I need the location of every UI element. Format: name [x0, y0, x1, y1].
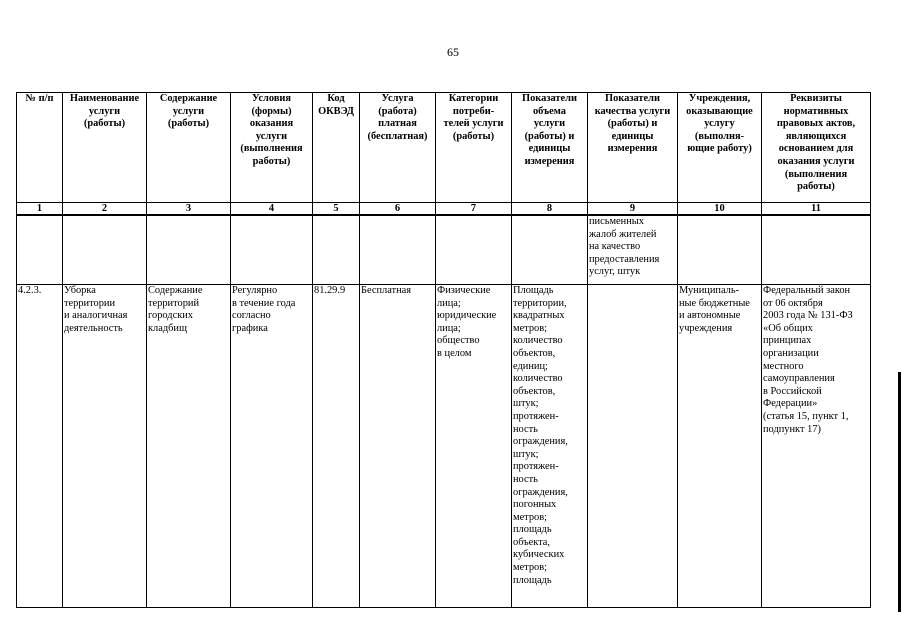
column-number: 11	[762, 203, 871, 216]
okved-code: 81.29.9	[313, 285, 360, 608]
column-number: 1	[17, 203, 63, 216]
header-volume-indicators: Показатели объема услуги (работы) и единицы измерения	[512, 93, 588, 203]
table-cell	[512, 215, 588, 285]
column-number: 3	[147, 203, 231, 216]
volume-indicators: Площадь территории, квадратных метров; количество объектов, единиц; количество объектов, штук; протяжен- ность ограждения, штук; протяжен- ность ограждения, погонных метров; площадь объекта, кубических метров; площадь	[512, 285, 588, 608]
service-name: Уборка территории и аналогичная деятельность	[63, 285, 147, 608]
table-row-continuation	[17, 215, 871, 285]
header-quality-indicators: Показатели качества услуги (работы) и единицы измерения	[588, 93, 678, 203]
header-okved-code: Код ОКВЭД	[313, 93, 360, 203]
column-number: 6	[360, 203, 436, 216]
table-cell	[63, 215, 147, 285]
column-number: 2	[63, 203, 147, 216]
table-cell	[313, 215, 360, 285]
column-number: 7	[436, 203, 512, 216]
column-number: 9	[588, 203, 678, 216]
table-row-4-2-3	[17, 285, 871, 608]
header-legal-acts: Реквизиты нормативных правовых актов, являющихся основанием для оказания услуги (выполнения работы)	[762, 93, 871, 203]
quality-indicators	[588, 285, 678, 608]
table-cell	[231, 215, 313, 285]
header-number: № п/п	[17, 93, 63, 203]
consumer-categories: Физические лица; юридические лица; общество в целом	[436, 285, 512, 608]
table-cell	[17, 215, 63, 285]
column-number: 10	[678, 203, 762, 216]
column-number: 5	[313, 203, 360, 216]
table-cell	[678, 215, 762, 285]
service-content: Содержание территорий городских кладбищ	[147, 285, 231, 608]
page-number: 65	[447, 45, 459, 59]
column-number: 4	[231, 203, 313, 216]
service-conditions: Регулярно в течение года согласно графика	[231, 285, 313, 608]
header-institutions: Учреждения, оказывающие услугу (выполня- ющие работу)	[678, 93, 762, 203]
services-table	[16, 92, 871, 608]
quality-indicator-cell: письменных жалоб жителей на качество предоставления услуг, штук	[588, 215, 678, 285]
institutions: Муниципаль- ные бюджетные и автономные учреждения	[678, 285, 762, 608]
table-cell	[360, 215, 436, 285]
paid-free: Бесплатная	[360, 285, 436, 608]
legal-acts: Федеральный закон от 06 октября 2003 года № 131-ФЗ «Об общих принципах организации местного самоуправления в Российской Федерации» (статья 15, пункт 1, подпункт 17)	[762, 285, 871, 608]
header-service-name: Наименование услуги (работы)	[63, 93, 147, 203]
header-conditions: Условия (формы) оказания услуги (выполнения работы)	[231, 93, 313, 203]
scan-edge-mark	[898, 372, 901, 612]
table-cell	[762, 215, 871, 285]
row-number: 4.2.3.	[17, 285, 63, 608]
table-cell	[436, 215, 512, 285]
header-service-content: Содержание услуги (работы)	[147, 93, 231, 203]
column-number: 8	[512, 203, 588, 216]
column-number-row	[17, 203, 871, 216]
header-row	[17, 93, 871, 203]
header-paid-free: Услуга (работа) платная (бесплатная)	[360, 93, 436, 203]
header-consumer-categories: Категории потреби- телей услуги (работы)	[436, 93, 512, 203]
table-cell	[147, 215, 231, 285]
